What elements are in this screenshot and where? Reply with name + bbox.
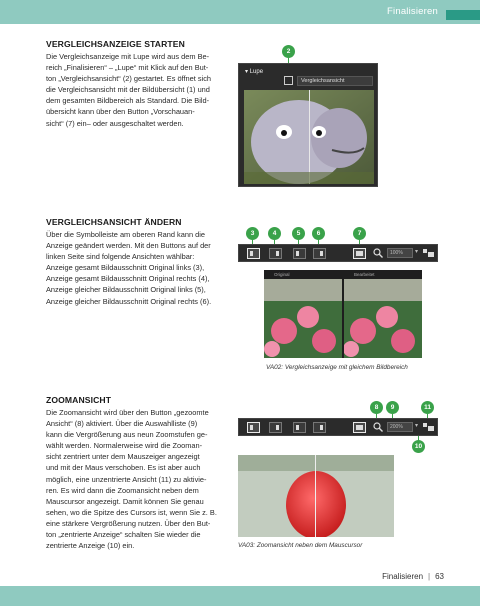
zoom-level-select[interactable]: 100% [387, 248, 413, 258]
triangle-down-icon: ▾ [245, 69, 249, 75]
figure-caption-va03: VA03: Zoomansicht neben dem Mauscursor [238, 542, 363, 549]
callout-badge-9: 9 [386, 401, 399, 414]
body-change: Über die Symbolleiste am oberen Rand kann die Anzeige geändert werden. Mit den Buttons auf der linken Seite sind folgende Ansichten wählbar: Anzeige gesamt Bildausschnitt Original links (3), Anzeige gesamt Bildausschnitt Original rechts (4), Anzeige gleicher Bildausschnitt Original links (5), Anzeige gleicher Bildausschnitt Original rechts (6). [46, 230, 212, 306]
callout-badge-3: 3 [246, 227, 259, 240]
view-total-original-left-button[interactable] [247, 422, 260, 433]
compare-label-left: Original [274, 272, 290, 277]
heading-start: VERGLEICHSANZEIGE STARTEN [46, 39, 185, 49]
view-total-original-left-button[interactable] [247, 248, 260, 259]
body-zoom: Die Zoomansicht wird über den Button „gezoomte Ansicht“ (8) aktiviert. Über die Auswahlliste (9) kann die Vergrößerung aus neun Zoomstufen ge- wählt werden. Normalerweise wird die Zooman- sicht zentriert unter dem Mauszeiger angezeigt und mit der Maus verschoben. Es ist aber auch möglich, eine unzentrierte Ansicht (11) zu aktivie- ren. Es wird dann die Zoomansicht neben dem Mauscursor angezeigt. Damit können Sie genau sehen, wo die Spitze des Cursors ist, wenn Sie z. B. eine stärkere Vergrößerung nutzen. Über den But- ton „zentrierte Anzeige“ schalten Sie wieder die zentrierte Anzeige (10) ein. [46, 408, 217, 551]
view-same-original-right-button[interactable] [313, 248, 326, 259]
body-start: Die Vergleichsanzeige mit Lupe wird aus dem Be- reich „Finalisieren“ – „Lupe“ mit Klick auf den But- ton „Vergleichsansicht“ (2) gestartet. Es öffnet sich die Vergleichsansicht mit der Bildübersicht (1) und dem gesamten Bildbereich als Standard. Die Bild- übersicht kann über den Button „Vorschauan- sicht“ (7) ein– oder ausgeschaltet werden. [46, 52, 212, 128]
page-number: 63 [435, 572, 444, 581]
view-total-original-right-button[interactable] [269, 422, 282, 433]
zoom-red-nose-image [238, 455, 394, 537]
callout-badge-5: 5 [292, 227, 305, 240]
heading-zoom: ZOOMANSICHT [46, 395, 112, 405]
zoom-magnifier-icon[interactable] [373, 248, 383, 258]
heading-change: VERGLEICHSANSICHT ÄNDERN [46, 217, 182, 227]
callout-badge-2: 2 [282, 45, 295, 58]
footer-chapter: Finalisieren [382, 572, 424, 581]
compare-view-toggle-icon[interactable] [284, 76, 293, 85]
compare-flowers-image [264, 279, 422, 358]
zoom-preview [238, 455, 394, 537]
callout-badge-4: 4 [268, 227, 281, 240]
center-display-icon[interactable] [423, 249, 427, 253]
vergleichsansicht-button[interactable]: Vergleichsansicht [297, 76, 373, 86]
callout-badge-10: 10 [412, 440, 425, 453]
view-total-original-right-button[interactable] [269, 248, 282, 259]
page-footer [382, 572, 444, 581]
callout-badge-6: 6 [312, 227, 325, 240]
header-chapter-title: Finalisieren [387, 6, 438, 17]
center-display-icon[interactable] [423, 423, 427, 427]
view-same-original-left-button[interactable] [293, 422, 306, 433]
offset-display-icon[interactable] [428, 426, 434, 431]
footer-separator: | [428, 572, 431, 581]
callout-badge-7: 7 [353, 227, 366, 240]
compare-toolbar [238, 244, 438, 262]
chevron-down-icon[interactable]: ▾ [415, 423, 419, 429]
callout-badge-8: 8 [370, 401, 383, 414]
view-same-original-left-button[interactable] [293, 248, 306, 259]
view-same-original-right-button[interactable] [313, 422, 326, 433]
header-accent-bar [446, 10, 480, 20]
callout-badge-11: 11 [421, 401, 434, 414]
compare-label-right: Bearbeitet [354, 272, 375, 277]
figure-caption-va02: VA02: Vergleichsanzeige mit gleichem Bildbereich [266, 364, 408, 371]
zoom-toolbar [238, 418, 438, 436]
lupe-panel-title: ▾ Lupe [245, 69, 264, 75]
offset-display-icon[interactable] [428, 252, 434, 257]
header-band [0, 0, 480, 24]
lupe-preview-image [244, 90, 374, 184]
chevron-down-icon[interactable]: ▾ [415, 249, 419, 255]
footer-band [0, 586, 480, 606]
preview-toggle-button[interactable] [353, 248, 366, 259]
lupe-panel [238, 63, 378, 187]
zoom-magnifier-icon[interactable] [373, 422, 383, 432]
compare-preview [264, 270, 422, 358]
zoom-level-select[interactable]: 200% [387, 422, 413, 432]
preview-toggle-button[interactable] [353, 422, 366, 433]
